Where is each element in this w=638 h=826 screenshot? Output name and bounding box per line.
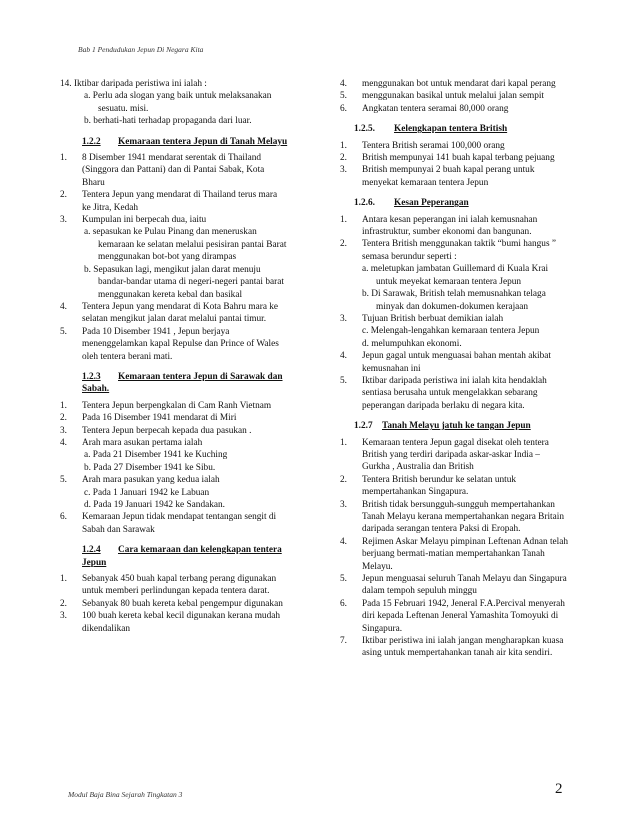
list-item: 5. Arah mara pasukan yang kedua ialah bbox=[60, 475, 220, 486]
list-subitem: a. sepasukan ke Pulau Pinang dan meneruskan kemaraan ke selatan melalui pesisiran pantai Barat menggunakan bot-bot yang dirampas bbox=[84, 227, 287, 263]
list-item: 4. Jepun gagal untuk menguasai bahan mentah akibat kemusnahan ini bbox=[340, 351, 551, 374]
list-item: 2. Tentera British menggunakan taktik “bumi hangus ” semasa berundur seperti : bbox=[340, 239, 557, 262]
heading-number: 1.2.3 bbox=[82, 371, 101, 382]
list-item: 5. Pada 10 Disember 1941 , Jepun berjaya menenggelamkan kapal Repulse dan Prince of Wales oleh tentera berani mati. bbox=[60, 326, 279, 362]
list-item: 5. Jepun menguasai seluruh Tanah Melayu dan Singapura dalam tempoh sepuluh minggu bbox=[340, 574, 567, 597]
list-subitem: d. melumpuhkan ekonomi. bbox=[362, 338, 462, 349]
list-item: 3. Tujuan British berbuat demikian ialah bbox=[340, 313, 504, 324]
item-14b: b. berhati-hati terhadap propaganda dari luar. bbox=[84, 116, 252, 127]
list-item: 1. Tentera British seramai 100,000 orang bbox=[340, 140, 505, 151]
list-item: 6. Pada 15 Februari 1942, Jeneral F.A.Percival menyerah diri kepada Leftenan Jeneral Yamashita Tomoyuki di Singapura. bbox=[340, 598, 565, 634]
list-item: 2. Pada 16 Disember 1941 mendarat di Miri bbox=[60, 413, 237, 424]
list-item: 1. 8 Disember 1941 mendarat serentak di Thailand (Singgora dan Pattani) dan di Pantai Sabak, Kota Bharu bbox=[60, 153, 265, 188]
list-item: 1. Kemaraan tentera Jepun gagal disekat oleh tentera British yang terdiri daripada askar-askar India – Gurkha , Australia dan British bbox=[340, 437, 549, 473]
list-subitem: b. Pada 27 Disember 1941 ke Sibu. bbox=[84, 462, 216, 473]
heading-number: 1.2.6. bbox=[354, 198, 375, 209]
list-item: 5. Iktibar daripada peristiwa ini ialah kita hendaklah sentiasa berusaha untuk mengelakkan sebarang peperangan daripada berlaku di negara kita. bbox=[340, 375, 547, 411]
page-number: 2 bbox=[555, 781, 563, 797]
list-item: 3. Tentera Jepun berpecah kepada dua pasukan . bbox=[60, 425, 252, 436]
list-item: 4. Tentera Jepun yang mendarat di Kota Bahru mara ke selatan mengikut jalan darat melalui pantai timur. bbox=[60, 301, 279, 325]
heading-title: Kesan Peperangan bbox=[394, 198, 469, 209]
section-heading-1-2-3 bbox=[60, 371, 288, 396]
section-heading-1-2-4 bbox=[60, 544, 288, 569]
heading-number: 1.2.2 bbox=[82, 136, 101, 147]
heading-number: 1.2.5. bbox=[354, 124, 375, 135]
heading-title: Kemaraan tentera Jepun di Tanah Melayu bbox=[118, 136, 288, 147]
list-item: 3. Kumpulan ini berpecah dua, iaitu bbox=[60, 215, 207, 226]
list-subitem: a. meletupkan jambatan Guillemard di Kuala Krai untuk meyekat kemaraan tentera Jepun bbox=[362, 264, 549, 287]
heading-number: 1.2.4 bbox=[82, 545, 101, 556]
list-subitem: c. Pada 1 Januari 1942 ke Labuan bbox=[84, 487, 210, 498]
list-item: 3. British tidak bersungguh-sungguh mempertahankan Tanah Melayu kerana mempertahankan negara Britain daripada serangan tentera Paksi di Eropah. bbox=[340, 499, 564, 535]
list-item: 6. Kemaraan Jepun tidak mendapat tentangan sengit di Sabah dan Sarawak bbox=[60, 512, 277, 535]
list-item: 2. Tentera British berundur ke selatan untuk mempertahankan Singapura. bbox=[340, 474, 516, 498]
page-footer: Modul Baja Bina Sejarah Tingkatan 3 bbox=[68, 790, 183, 799]
list-item: 4. Rejimen Askar Melayu pimpinan Leftenan Adnan telah berjuang bermati-matian mempertahankan Tanah Melayu. bbox=[340, 536, 569, 572]
list-subitem: c. Melengah-lengahkan kemaraan tentera Jepun bbox=[362, 326, 540, 337]
list-item: 1. Sebanyak 450 buah kapal terbang perang digunakan untuk memberi perlindungan kepada tentera darat. bbox=[60, 574, 277, 597]
heading-title: Tanah Melayu jatuh ke tangan Jepun bbox=[382, 421, 531, 432]
heading-number: 1.2.7 bbox=[354, 421, 373, 432]
list-item: 2. British mempunyai 141 buah kapal terbang pejuang bbox=[340, 153, 555, 164]
list-subitem: d. Pada 19 Januari 1942 ke Sandakan. bbox=[84, 500, 225, 510]
list-subitem: b. Di Sarawak, British telah memusnahkan telaga minyak dan dokumen-dokumen kerajaan bbox=[362, 289, 546, 312]
list-subitem: b. Sepasukan lagi, mengikut jalan darat menuju bandar-bandar utama di negeri-negeri pantai barat menggunakan kereta kebal dan basikal bbox=[84, 264, 284, 300]
item-14: 14. Iktibar daripada peristiwa ini ialah : bbox=[60, 79, 207, 89]
list-item: 2. Sebanyak 80 buah kereta kebal pengempur digunakan bbox=[60, 598, 283, 609]
heading-title: Kelengkapan tentera British bbox=[394, 124, 508, 135]
list-subitem: a. Pada 21 Disember 1941 ke Kuching bbox=[84, 450, 228, 461]
list-item: 4. Arah mara asukan pertama ialah bbox=[60, 437, 203, 448]
page-header: Bab 1 Pendudukan Jepun Di Negara Kita bbox=[78, 45, 204, 54]
list-item: 1. Tentera Jepun berpengkalan di Cam Ranh Vietnam bbox=[60, 400, 272, 411]
list-item: 6. Angkatan tentera seramai 80,000 orang bbox=[340, 103, 509, 114]
right-column bbox=[340, 78, 570, 660]
list-item: 4. menggunakan bot untuk mendarat dari kapal perang bbox=[340, 79, 556, 89]
section-heading-1-2-5 bbox=[340, 123, 570, 135]
list-item: 1. Antara kesan peperangan ini ialah kemusnahan infrastruktur, sumber ekonomi dan bangunan. bbox=[340, 214, 538, 238]
list-item: 7. Iktibar peristiwa ini ialah jangan mengharapkan kuasa asing untuk mempertahankan tanah air kita sendiri. bbox=[340, 636, 564, 659]
item-14a: a. Perlu ada slogan yang baik untuk melaksanakan sesuatu. misi. bbox=[84, 91, 272, 114]
section-heading-1-2-2 bbox=[60, 136, 288, 148]
heading-title: Cara kemaraan dan kelengkapan tentera Jepun bbox=[82, 545, 282, 568]
list-item: 2. Tentera Jepun yang mendarat di Thailand terus mara ke Jitra, Kedah bbox=[60, 190, 278, 213]
section-heading-1-2-7 bbox=[340, 420, 570, 432]
list-item: 3. British mempunyai 2 buah kapal perang untuk menyekat kemaraan tentera Jepun bbox=[340, 165, 535, 188]
list-item: 3. 100 buah kereta kebal kecil digunakan kerana mudah dikendalikan bbox=[60, 611, 280, 634]
left-column bbox=[60, 78, 288, 635]
section-heading-1-2-6 bbox=[340, 197, 570, 209]
heading-title: Kemaraan tentera Jepun di Sarawak dan Sabah. bbox=[82, 371, 283, 395]
list-item: 5. menggunakan basikal untuk melalui jalan sempit bbox=[340, 91, 545, 102]
